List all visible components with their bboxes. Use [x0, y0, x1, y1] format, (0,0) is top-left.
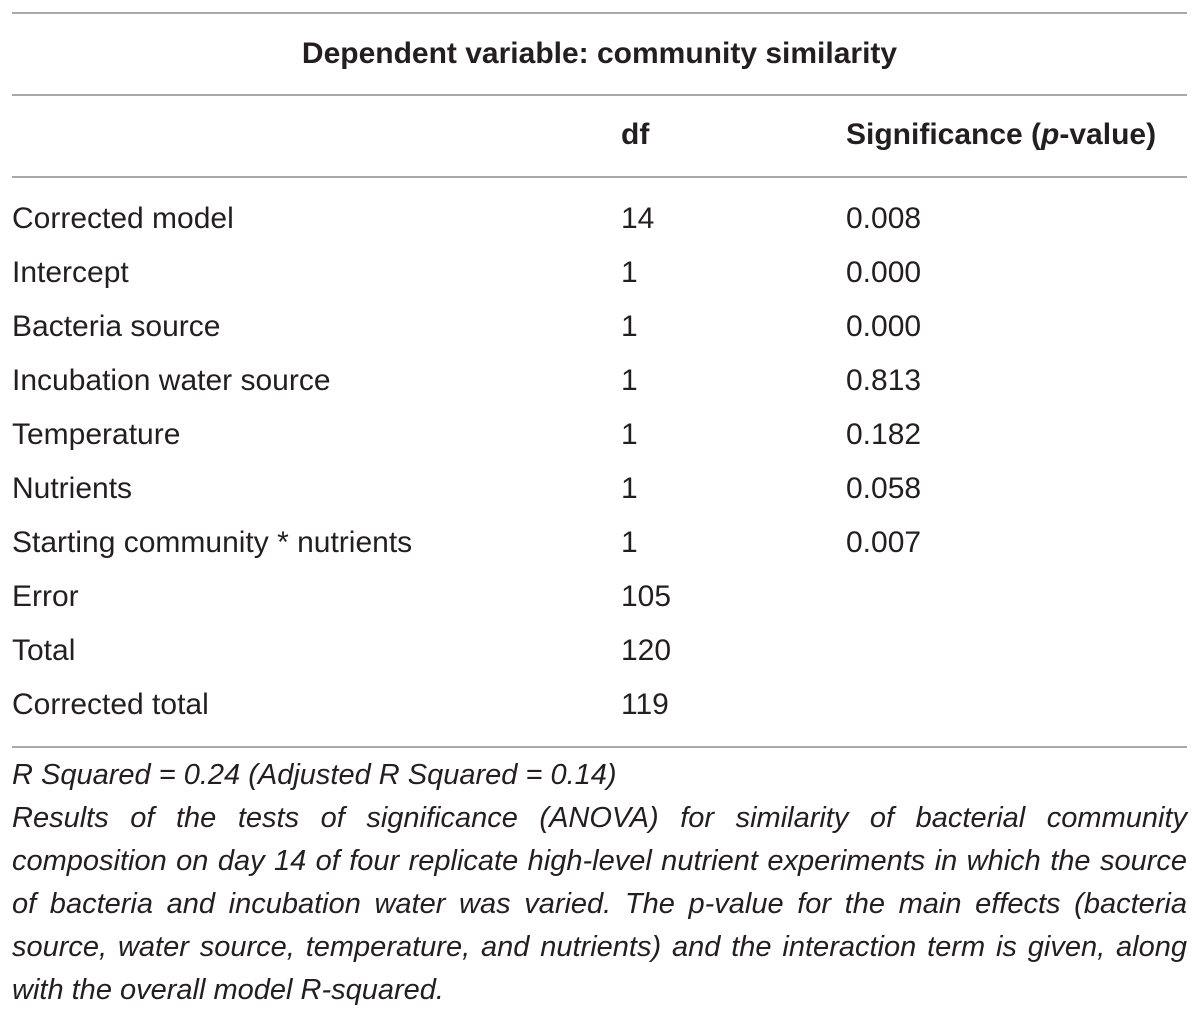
header-significance-p: p — [1041, 118, 1060, 151]
row-df: 14 — [621, 202, 655, 235]
table-row — [12, 408, 1187, 462]
row-p-value: 0.007 — [846, 526, 922, 559]
row-df: 1 — [621, 472, 638, 505]
row-df: 1 — [621, 418, 638, 451]
table-caption — [12, 754, 1187, 1012]
table-row — [12, 624, 1187, 678]
table-title: Dependent variable: community similarity — [301, 37, 898, 70]
row-p-value: 0.813 — [846, 364, 922, 397]
header-significance-prefix: Significance ( — [846, 118, 1042, 151]
row-df: 119 — [621, 688, 669, 721]
table-description: Results of the tests of significance (ANOVA) for similarity of bacterial community composition on day 14 of four replicate high-level nutrient experiments in which the source of bacteria and incubation water was varied. The p-value for the main effects (bacteria source, water source, temperature, and nutrients) and the interaction term is given, along with the overall model R-squared. — [12, 802, 1187, 1006]
table-row — [12, 462, 1187, 516]
row-df: 1 — [621, 256, 638, 289]
table-row — [12, 192, 1187, 246]
row-p-value: 0.182 — [846, 418, 922, 451]
row-label: Error — [12, 580, 79, 613]
header-significance-suffix: -value) — [1059, 118, 1157, 151]
header-significance — [846, 118, 1156, 152]
table-row — [12, 246, 1187, 300]
row-df: 1 — [621, 526, 638, 559]
r-squared-note: R Squared = 0.24 (Adjusted R Squared = 0.14) — [12, 759, 617, 791]
row-p-value: 0.008 — [846, 202, 922, 235]
row-p-value: 0.000 — [846, 310, 922, 343]
row-df: 105 — [621, 580, 672, 613]
table-body — [12, 178, 1187, 746]
anova-table — [12, 12, 1187, 748]
table-row — [12, 570, 1187, 624]
row-label: Incubation water source — [12, 364, 331, 397]
table-row — [12, 354, 1187, 408]
row-label: Temperature — [12, 418, 181, 451]
row-df: 1 — [621, 364, 638, 397]
row-label: Nutrients — [12, 472, 133, 505]
row-p-value: 0.000 — [846, 256, 922, 289]
row-label: Bacteria source — [12, 310, 221, 343]
header-df: df — [621, 118, 650, 151]
row-label: Starting community * nutrients — [12, 526, 413, 559]
row-label: Corrected model — [12, 202, 234, 235]
row-p-value: 0.058 — [846, 472, 922, 505]
row-df: 120 — [621, 634, 672, 667]
row-label: Intercept — [12, 256, 129, 289]
table-row — [12, 678, 1187, 732]
table-row — [12, 300, 1187, 354]
row-df: 1 — [621, 310, 638, 343]
table-row — [12, 516, 1187, 570]
row-label: Total — [12, 634, 76, 667]
row-label: Corrected total — [12, 688, 209, 721]
bottom-rule — [12, 746, 1187, 748]
table-header — [12, 96, 1187, 176]
